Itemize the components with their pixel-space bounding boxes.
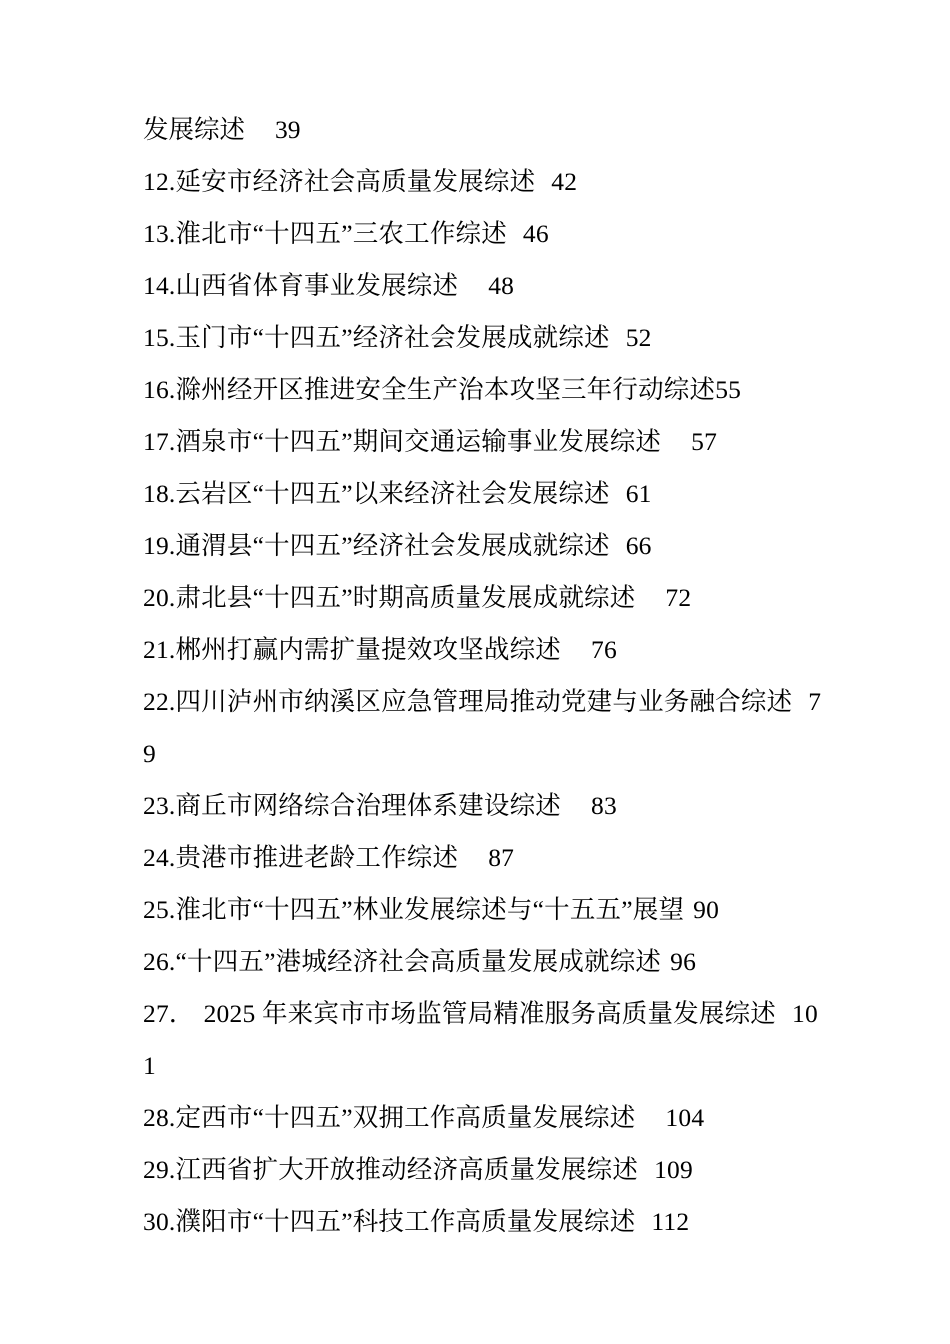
toc-entry-label: 云岩区“十四五”以来经济社会发展综述: [175, 479, 610, 508]
toc-entry[interactable]: [143, 208, 830, 260]
toc-entry-page: 61: [625, 479, 652, 508]
toc-entry-label: 滁州经开区推进安全生产治本攻坚三年行动综述: [175, 375, 716, 404]
toc-entry-page: 79: [143, 687, 822, 768]
toc-entry[interactable]: [143, 156, 830, 208]
toc-entry[interactable]: [143, 572, 830, 624]
toc-entry[interactable]: [143, 676, 830, 780]
toc-entry-label: 淮北市“十四五”林业发展综述与“十五五”展望: [175, 895, 685, 924]
toc-entry-label: 延安市经济社会高质量发展综述: [175, 167, 536, 196]
toc-entry-page: 57: [691, 427, 718, 456]
toc-entry-label: 定西市“十四五”双拥工作高质量发展综述: [175, 1103, 636, 1132]
toc-entry-number: 23.: [143, 791, 176, 820]
toc-entry-label: 濮阳市“十四五”科技工作高质量发展综述: [175, 1207, 636, 1236]
toc-list: [143, 156, 830, 1248]
toc-entry-label: 酒泉市“十四五”期间交通运输事业发展综述: [175, 427, 662, 456]
toc-entry-page: 52: [625, 323, 652, 352]
toc-entry-page: 72: [665, 583, 692, 612]
toc-entry[interactable]: [143, 312, 830, 364]
toc-entry-page: 87: [488, 843, 515, 872]
toc-entry-number: 18.: [143, 479, 176, 508]
toc-entry-number: 13.: [143, 219, 176, 248]
toc-entry-number: 26.: [143, 947, 176, 976]
toc-entry-page: 112: [651, 1207, 690, 1236]
toc-entry-label: 肃北县“十四五”时期高质量发展成就综述: [175, 583, 636, 612]
toc-entry[interactable]: [143, 1092, 830, 1144]
toc-entry-number: 29.: [143, 1155, 176, 1184]
toc-entry-page: 66: [625, 531, 652, 560]
toc-entry-number: 25.: [143, 895, 176, 924]
toc-entry[interactable]: [143, 936, 830, 988]
toc-entry-number: 20.: [143, 583, 176, 612]
toc-entry[interactable]: [143, 988, 830, 1092]
toc-entry-label: 玉门市“十四五”经济社会发展成就综述: [175, 323, 610, 352]
toc-entry-number: 30.: [143, 1207, 176, 1236]
toc-entry-page: 76: [591, 635, 617, 664]
toc-entry-page: 46: [522, 219, 549, 248]
toc-entry-number: 27．: [143, 999, 195, 1028]
toc-entry-page: 101: [143, 999, 818, 1080]
toc-continued-page: 39: [275, 115, 301, 144]
toc-entry-number: 24.: [143, 843, 176, 872]
toc-entry[interactable]: [143, 1144, 830, 1196]
toc-entry-label: “十四五”港城经济社会高质量发展成就综述: [175, 947, 662, 976]
toc-entry-label: 四川泸州市纳溪区应急管理局推动党建与业务融合综述: [175, 687, 793, 716]
toc-entry[interactable]: [143, 884, 830, 936]
toc-entry-page: 48: [488, 271, 515, 300]
toc-entry-label: 商丘市网络综合治理体系建设综述: [175, 791, 561, 820]
toc-entry-number: 22.: [143, 687, 176, 716]
toc-entry-number: 12.: [143, 167, 176, 196]
toc-entry-page: 83: [591, 791, 617, 820]
toc-entry-number: 15.: [143, 323, 176, 352]
toc-continued-line: [143, 104, 830, 156]
toc-entry-label: 淮北市“十四五”三农工作综述: [175, 219, 507, 248]
toc-entry-label: 郴州打赢内需扩量提效攻坚战综述: [175, 635, 561, 664]
toc-entry[interactable]: [143, 780, 830, 832]
toc-entry-number: 28.: [143, 1103, 176, 1132]
toc-entry[interactable]: [143, 520, 830, 572]
toc-entry-page: 55: [715, 375, 742, 404]
toc-entry-page: 104: [665, 1103, 705, 1132]
toc-entry-number: 16.: [143, 375, 176, 404]
toc-entry[interactable]: [143, 1196, 830, 1248]
toc-entry[interactable]: [143, 260, 830, 312]
toc-entry-label: 贵港市推进老龄工作综述: [175, 843, 459, 872]
toc-entry[interactable]: [143, 832, 830, 884]
toc-entry[interactable]: [143, 364, 830, 416]
toc-entry-page: 42: [551, 167, 578, 196]
toc-entry-label: 2025 年来宾市市场监管局精准服务高质量发展综述: [203, 999, 776, 1028]
toc-entry[interactable]: [143, 468, 830, 520]
toc-continued-label: 发展综述: [143, 115, 246, 144]
toc-entry-number: 19.: [143, 531, 176, 560]
toc-entry[interactable]: [143, 416, 830, 468]
toc-entry-page: 109: [654, 1155, 693, 1184]
toc-entry-label: 通渭县“十四五”经济社会发展成就综述: [175, 531, 610, 560]
toc-entry-page: 96: [670, 947, 697, 976]
toc-entry-number: 21.: [143, 635, 176, 664]
toc-entry-label: 江西省扩大开放推动经济高质量发展综述: [175, 1155, 639, 1184]
toc-entry-page: 90: [693, 895, 720, 924]
toc-entry[interactable]: [143, 624, 830, 676]
toc-entry-label: 山西省体育事业发展综述: [175, 271, 459, 300]
toc-entry-number: 17.: [143, 427, 176, 456]
toc-entry-number: 14.: [143, 271, 176, 300]
